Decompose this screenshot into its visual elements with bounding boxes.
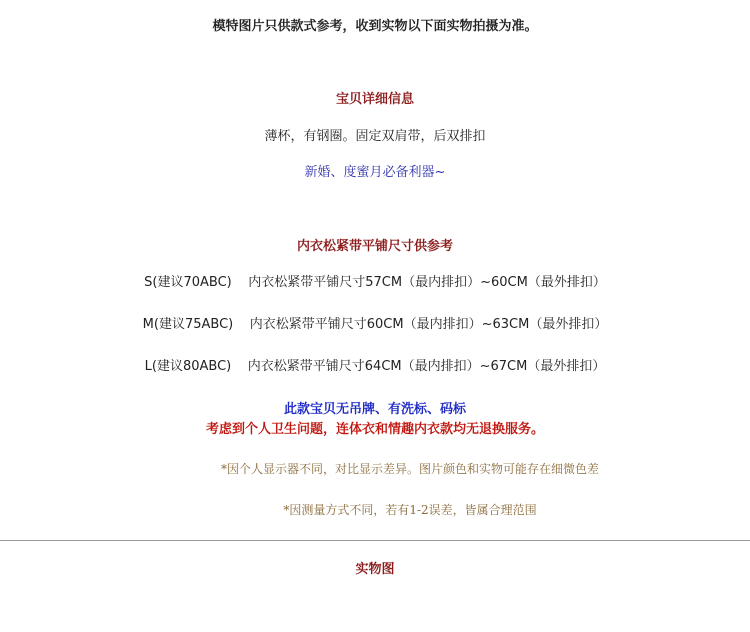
color-disclaimer: *因个人显示器不同，对比显示差异。图片颜色和实物可能存在细微色差 — [220, 462, 599, 476]
details-heading: 宝贝详细信息 — [335, 92, 414, 107]
details-line-honeymoon: 新婚、度蜜月必备利器~ — [304, 165, 446, 180]
section-divider — [0, 540, 750, 541]
measurement-disclaimer: *因测量方式不同，若有1-2误差，皆属合理范围 — [283, 503, 537, 517]
model-photo-notice: 模特图片只供款式参考，收到实物以下面实物拍摄为准。 — [212, 19, 538, 34]
tag-notice: 此款宝贝无吊牌、有洗标、码标 — [283, 402, 466, 417]
size-row-s: S(建议70ABC) 内衣松紧带平铺尺寸57CM（最内排扣）~60CM（最外排扣） — [144, 275, 606, 290]
size-row-m: M(建议75ABC) 内衣松紧带平铺尺寸60CM（最内排扣）~63CM（最外排扣） — [142, 317, 608, 332]
details-line-cup: 薄杯，有钢圈。固定双肩带，后双排扣 — [264, 129, 486, 144]
size-heading: 内衣松紧带平铺尺寸供参考 — [296, 239, 453, 254]
return-policy: 考虑到个人卫生问题，连体衣和情趣内衣款均无退换服务。 — [205, 422, 544, 437]
photo-heading: 实物图 — [355, 562, 395, 577]
size-row-l: L(建议80ABC) 内衣松紧带平铺尺寸64CM（最内排扣）~67CM（最外排扣） — [144, 359, 606, 374]
